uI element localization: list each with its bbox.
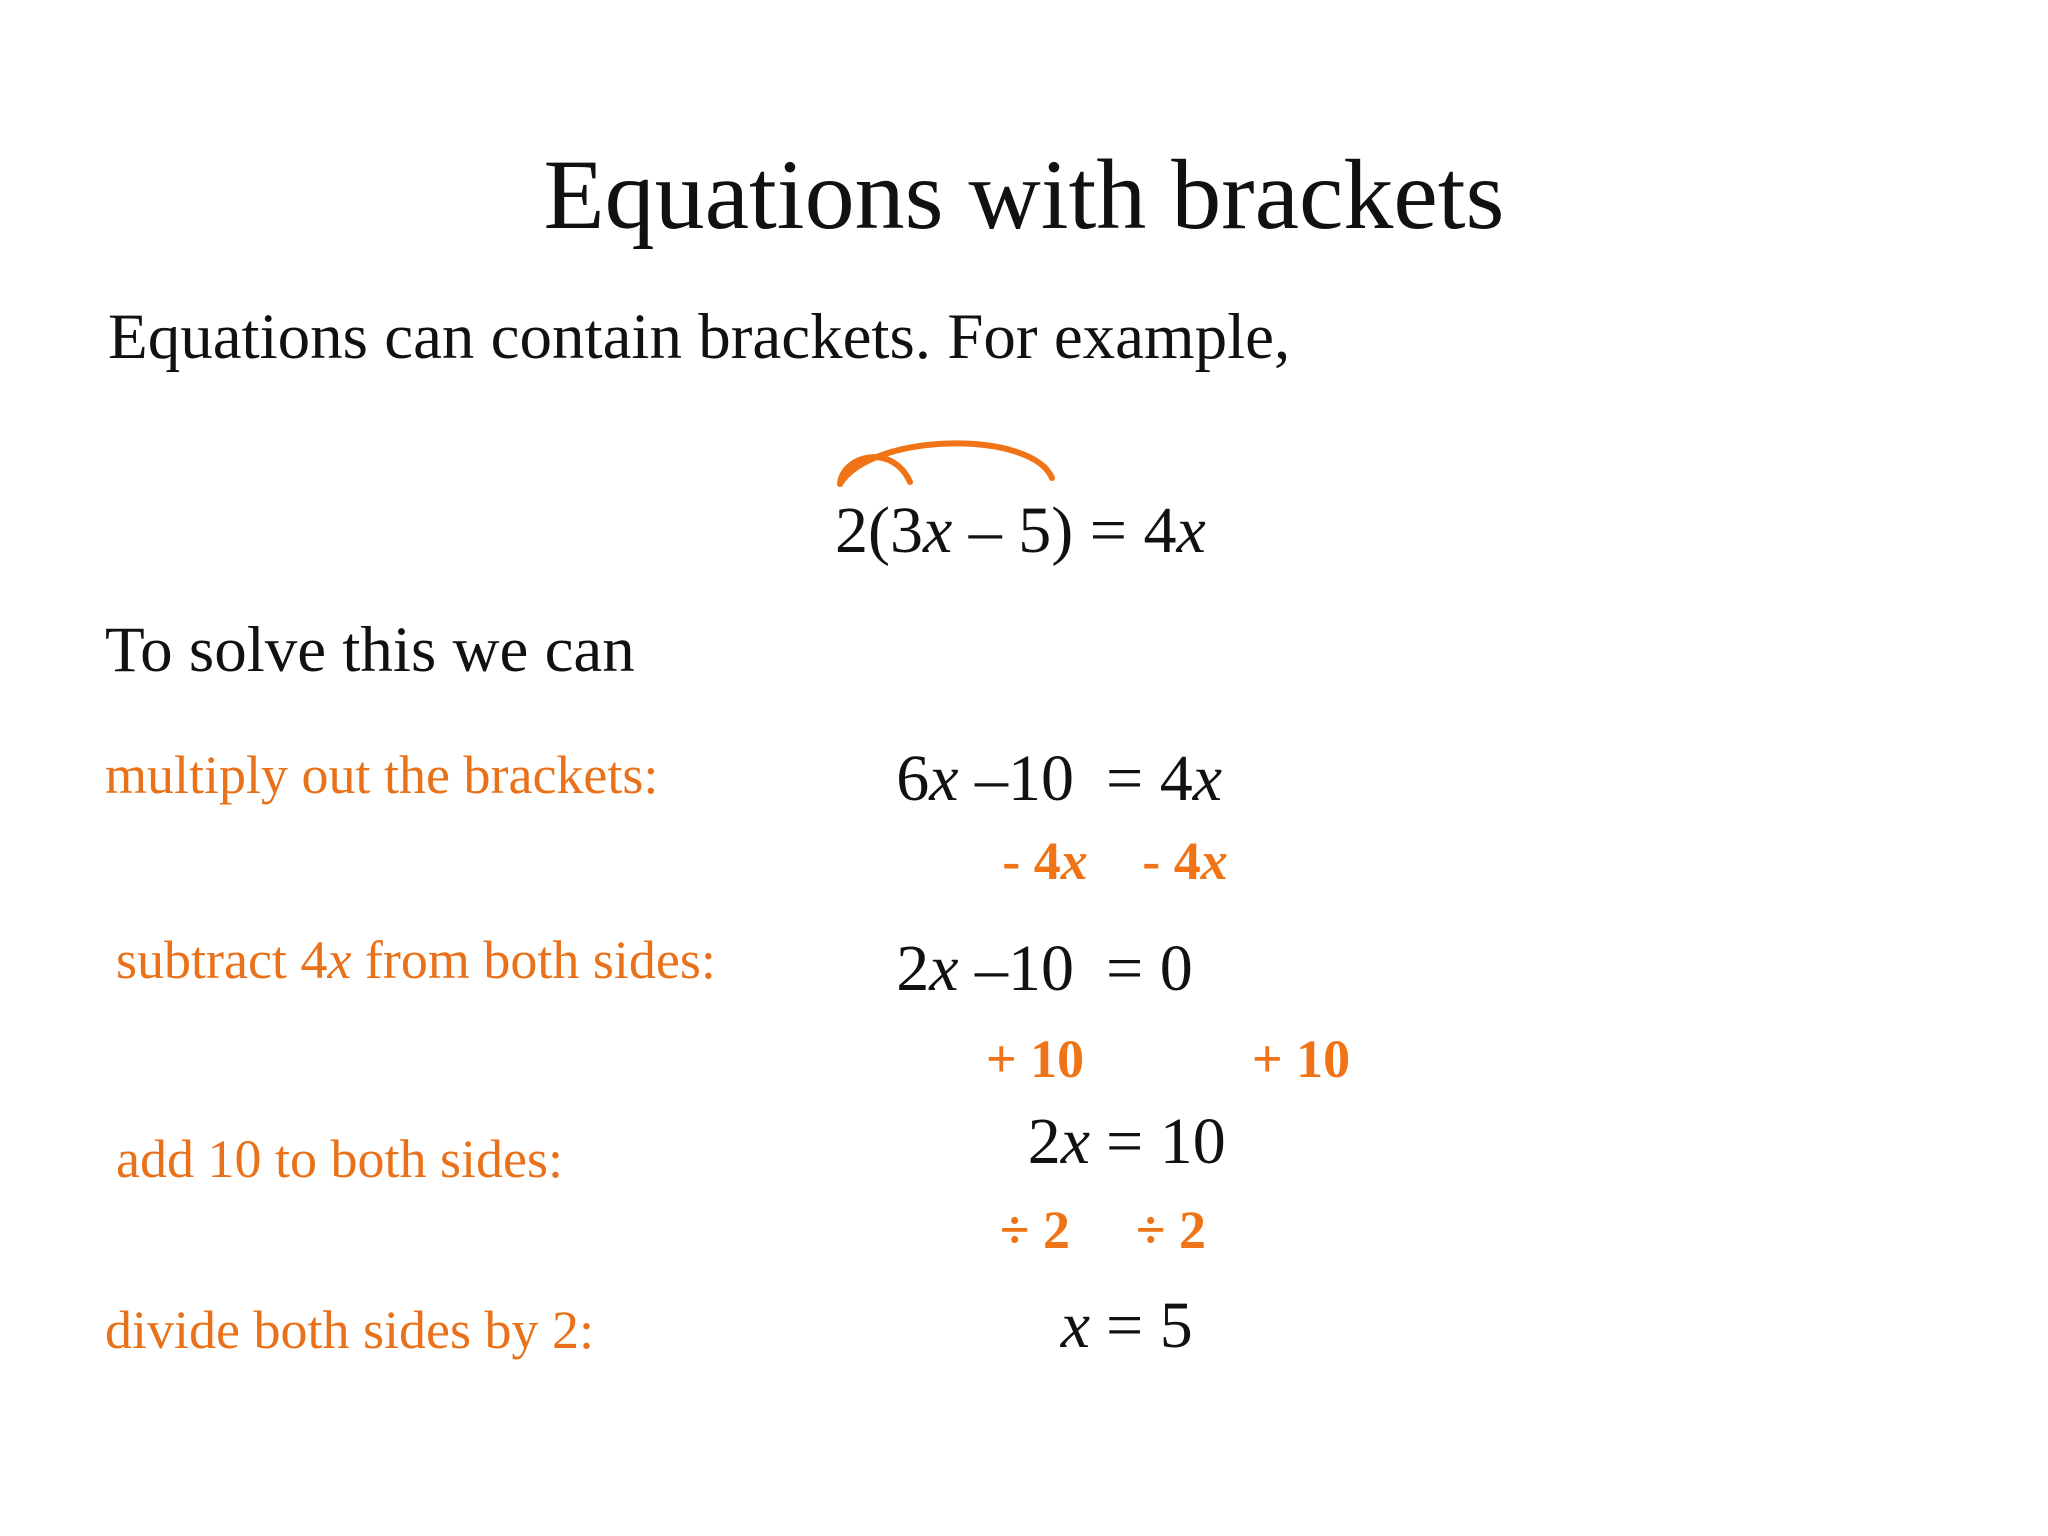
operation-3-right: ÷ 2 <box>1135 1200 1207 1260</box>
solve-prompt: To solve this we can <box>105 614 635 686</box>
step-label-2: subtract 4x from both sides: <box>116 930 716 990</box>
step-label-3: add 10 to both sides: <box>116 1129 563 1189</box>
equation-4-lhs: x <box>1060 1289 1090 1362</box>
operation-2-left: + 10 <box>985 1029 1085 1089</box>
example-var-1: x <box>922 494 953 567</box>
step-label-4: divide both sides by 2: <box>105 1300 594 1360</box>
equation-3-lhs: 2x <box>1027 1105 1090 1178</box>
equation-2-lhs: 2x –10 <box>896 932 1074 1005</box>
operation-1-right: - 4x <box>1142 831 1228 891</box>
equation-2-rhs: = 0 <box>1106 932 1193 1005</box>
equation-1-rhs: = 4x <box>1106 742 1223 815</box>
operation-1-left: - 4x <box>1002 831 1088 891</box>
operation-2-right: + 10 <box>1251 1029 1351 1089</box>
step-label-1: multiply out the brackets: <box>105 745 659 805</box>
bracket-arrow-icon <box>832 436 1057 502</box>
slide-title: Equations with brackets <box>543 139 1505 250</box>
equation-1-lhs: 6x –10 <box>896 742 1074 815</box>
equation-4-rhs: = 5 <box>1106 1289 1193 1362</box>
equation-3-rhs: = 10 <box>1106 1105 1226 1178</box>
intro-text: Equations can contain brackets. For example, <box>108 301 1291 373</box>
example-equation <box>835 494 1206 567</box>
example-part-b: – 5) = 4 <box>952 494 1177 567</box>
example-part-a: 2(3 <box>835 494 923 567</box>
example-var-2: x <box>1176 494 1206 567</box>
operation-3-left: ÷ 2 <box>999 1200 1071 1260</box>
